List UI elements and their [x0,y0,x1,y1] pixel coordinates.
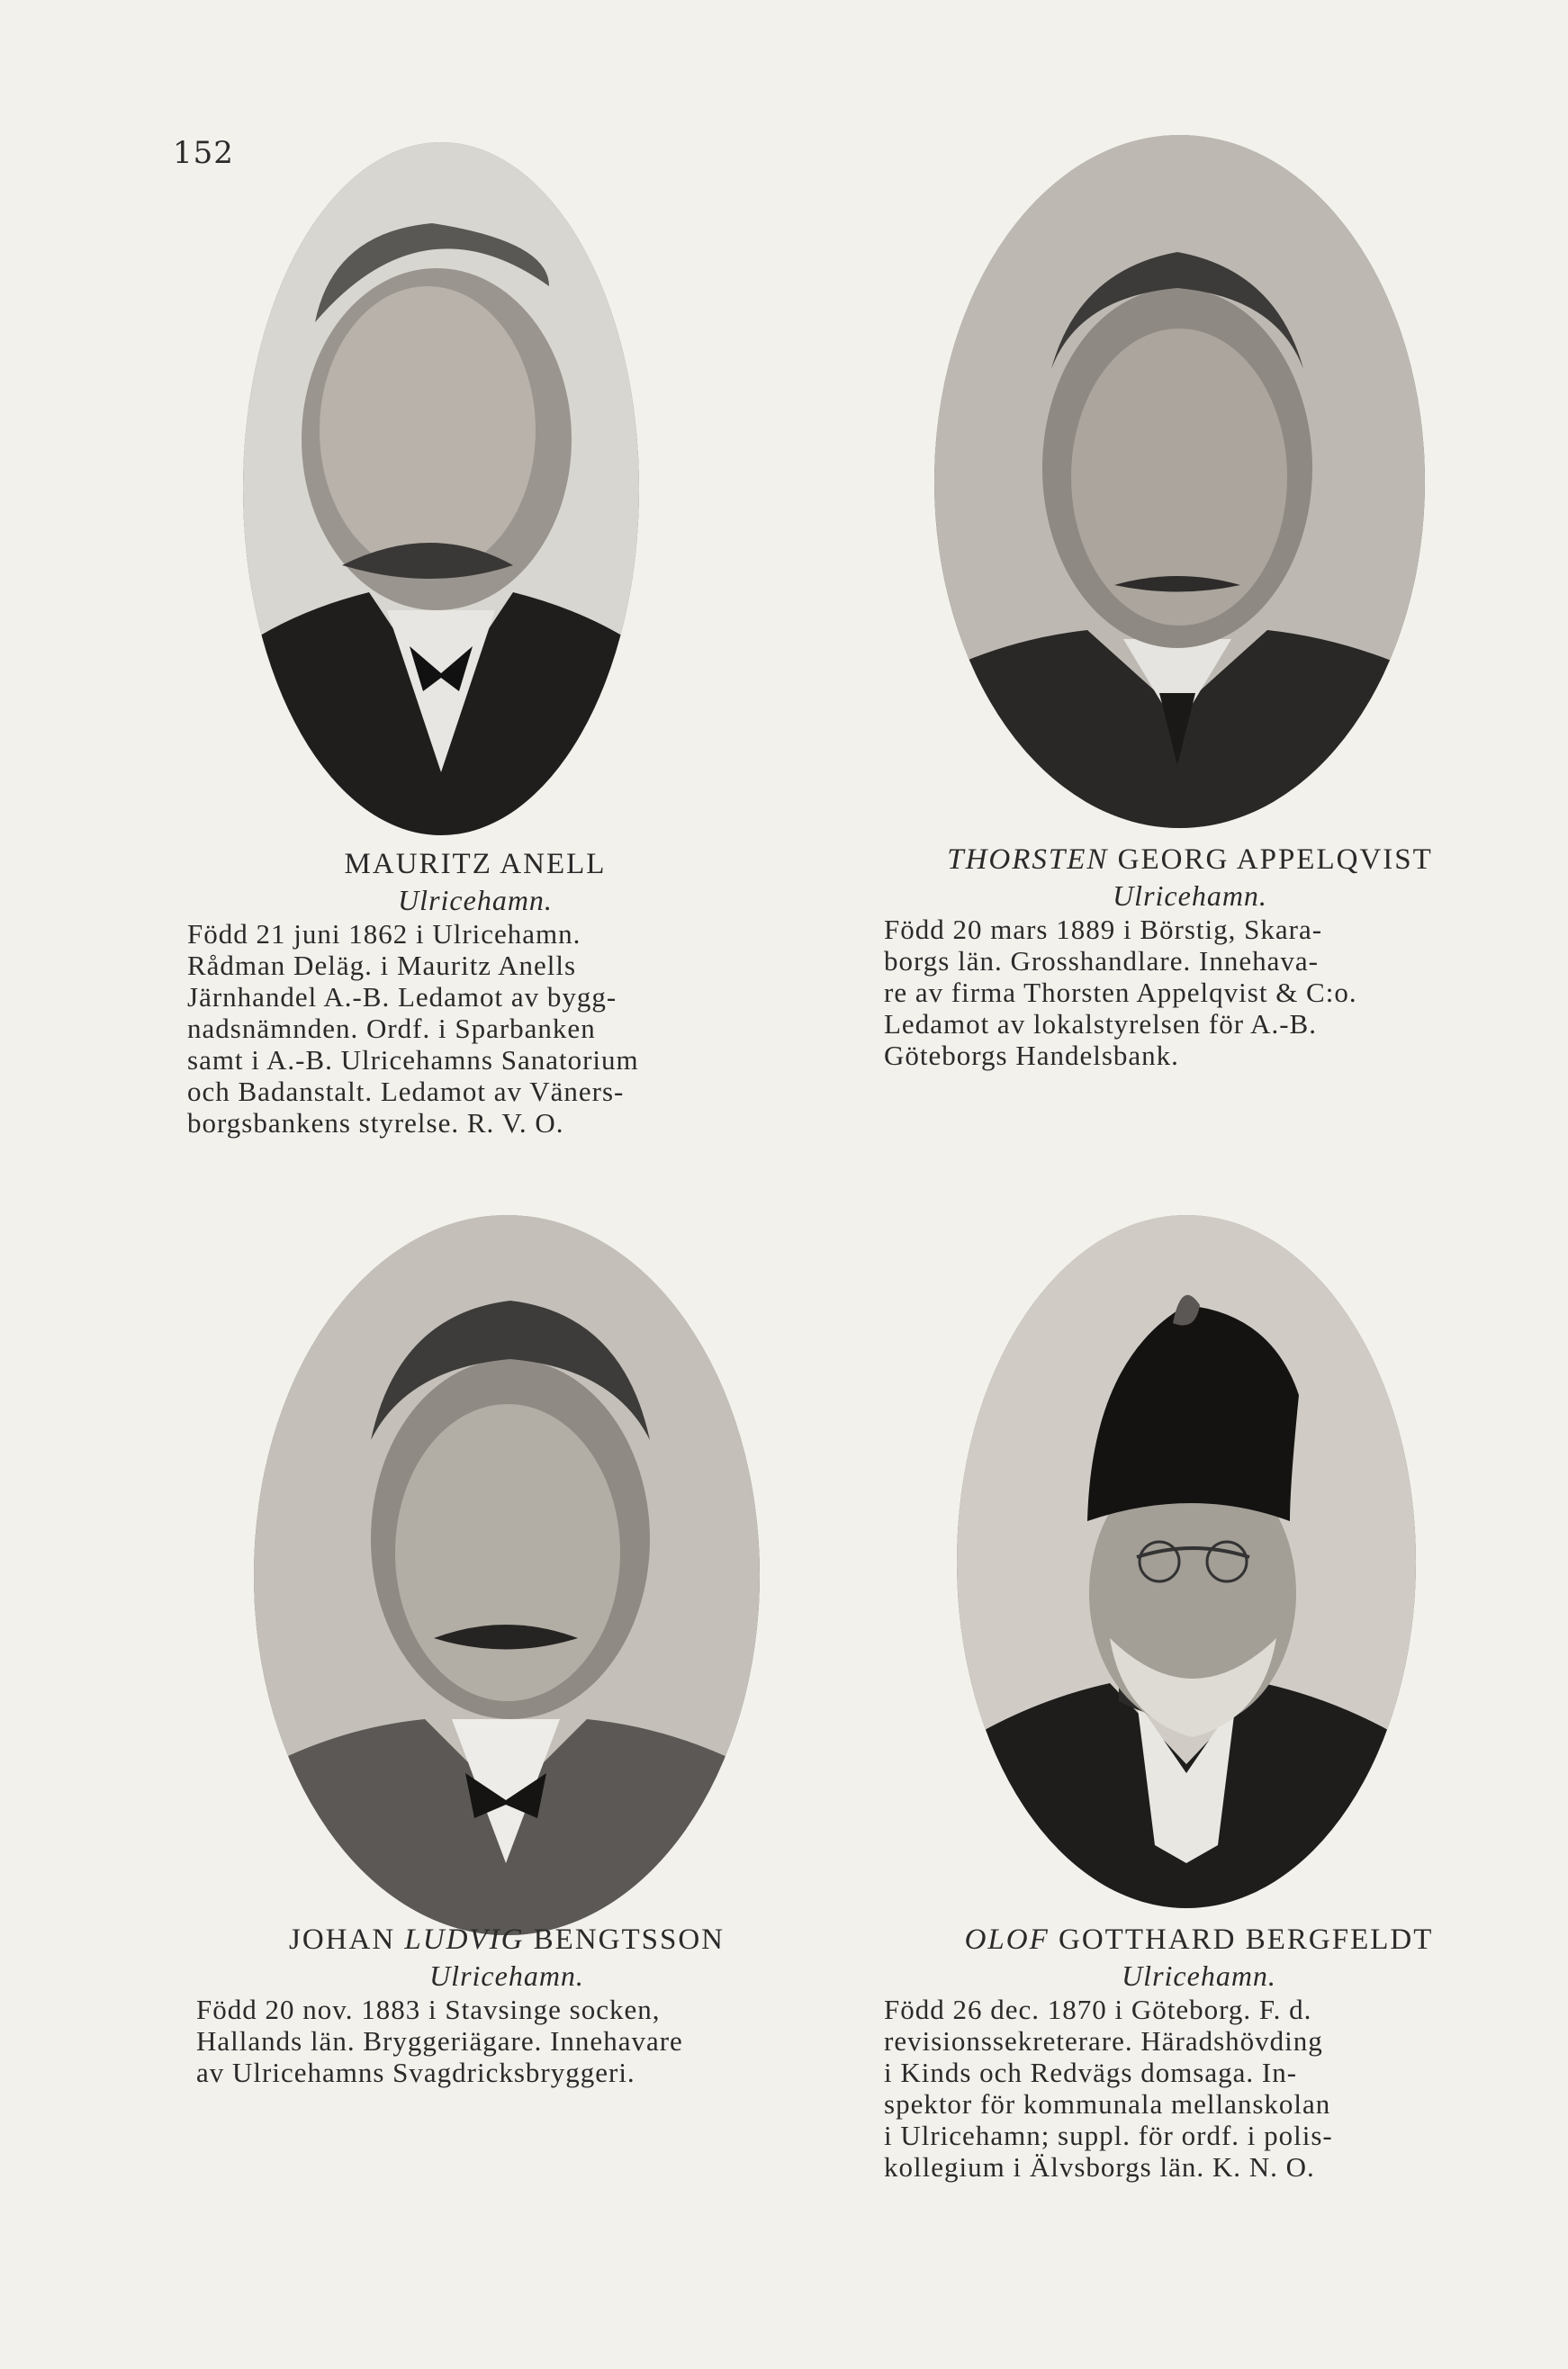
portrait-photo-thorsten-appelqvist [934,135,1425,828]
bio-line: Ledamot av lokalstyrelsen för A.-B. [884,1008,1317,1040]
person-place: Ulricehamn. [1122,1959,1276,1992]
person-name-rest: GEORG APPELQVIST [1108,843,1433,876]
portrait-photo-olof-gotthard-bergfeldt [957,1215,1416,1908]
bio-line: i Kinds och Redvägs domsaga. In- [884,2057,1298,2088]
person-name-italic: THORSTEN [947,843,1109,876]
bio-line: Hallands län. Bryggeriägare. Innehavare [196,2025,683,2057]
biography-text [187,918,763,1139]
bio-line: revisionssekreterare. Häradshövding [884,2025,1323,2057]
bio-line: Född 26 dec. 1870 i Göteborg. F. d. [884,1994,1312,2025]
person-name-rest: GOTTHARD BERGFELDT [1049,1923,1434,1956]
person-place: Ulricehamn. [429,1959,584,1992]
biography-thorsten-appelqvist [884,842,1496,1071]
biography-johan-ludvig-bengtsson [196,1922,817,2088]
person-name [884,842,1496,878]
bio-line: spektor för kommunala mellanskolan [884,2088,1331,2120]
bio-line: av Ulricehamns Svagdricksbryggeri. [196,2057,635,2088]
portrait-photo-johan-ludvig-bengtsson [254,1215,760,1935]
biography-olof-gotthard-bergfeldt [884,1922,1514,2183]
page-number: 152 [173,135,234,171]
person-name-italic: LUDVIG [404,1923,525,1956]
biography-mauritz-anell [187,846,763,1139]
person-name: MAURITZ ANELL [344,848,607,880]
person-name [884,1922,1514,1958]
bio-line: Född 21 juni 1862 i Ulricehamn. [187,918,581,950]
person-place: Ulricehamn. [1113,879,1267,912]
biography-text [884,1994,1514,2183]
person-name-pre: JOHAN [288,1923,405,1956]
bio-line: Född 20 mars 1889 i Börstig, Skara- [884,914,1323,945]
bio-line: Rådman Deläg. i Mauritz Anells [187,950,577,981]
bio-line: samt i A.-B. Ulricehamns Sanatorium [187,1044,639,1076]
bio-line: Järnhandel A.-B. Ledamot av bygg- [187,981,617,1013]
bio-line: nadsnämnden. Ordf. i Sparbanken [187,1013,596,1044]
bio-line: borgs län. Grosshandlare. Innehava- [884,945,1319,977]
bio-line: Född 20 nov. 1883 i Stavsinge socken, [196,1994,661,2025]
bio-line: i Ulricehamn; suppl. för ordf. i polis- [884,2120,1333,2151]
portrait-photo-mauritz-anell [243,142,639,835]
biography-text [884,914,1496,1071]
bio-line: kollegium i Älvsborgs län. K. N. O. [884,2151,1315,2183]
bio-line: och Badanstalt. Ledamot av Väners- [187,1076,625,1107]
person-name-rest: BENGTSSON [524,1923,725,1956]
person-name [196,1922,817,1958]
bio-line: re av firma Thorsten Appelqvist & C:o. [884,977,1357,1008]
person-name-italic: OLOF [964,1923,1050,1956]
person-place: Ulricehamn. [398,884,553,916]
biography-text [196,1994,817,2088]
bio-line: Göteborgs Handelsbank. [884,1040,1179,1071]
bio-line: borgsbankens styrelse. R. V. O. [187,1107,564,1139]
